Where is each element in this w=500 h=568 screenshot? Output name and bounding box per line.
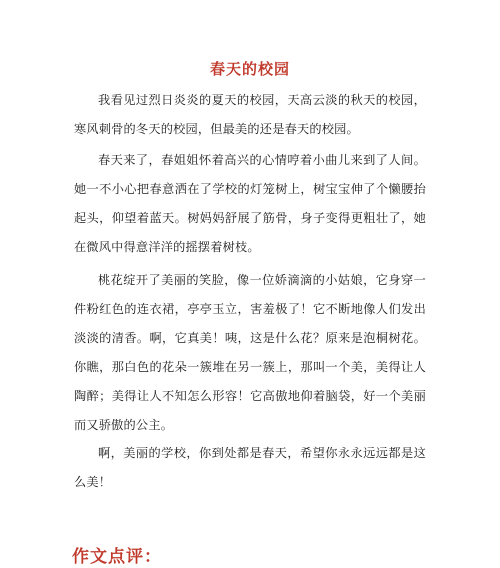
essay-paragraph-2: 春天来了，春姐姐怀着高兴的心情哼着小曲儿来到了人间。她一不小心把春意洒在了学校的灯笼树上，树宝宝伸了个懒腰抬起头，仰望着蓝天。树妈妈舒展了筋骨，身子变得更粗壮了，她在微风中得意洋洋的摇摆着树枝。 (74, 153, 426, 254)
essay-paragraph-4: 啊，美丽的学校，你到处都是春天，希望你永永远远都是这么美！ (74, 446, 426, 489)
essay-paragraph-1: 我看见过烈日炎炎的夏天的校园，天高云淡的秋天的校园，寒风刺骨的冬天的校园，但最美的还是春天的校园。 (74, 93, 426, 136)
essay-paragraph-3: 桃花绽开了美丽的笑脸，像一位娇滴滴的小姑娘，它身穿一件粉红色的连衣裙，亭亭玉立，害羞极了！它不断地像人们发出淡淡的清香。啊，它真美！咦，这是什么花？原来是泡桐树花。你瞧，那白色的花朵一簇堆在另一簇上，那叫一个美，美得让人陶醉；美得让人不知怎么形容！它高傲地仰着脑袋，好一个美丽而又骄傲的公主。 (74, 273, 426, 432)
comment-section-heading: 作文点评： (72, 547, 162, 567)
essay-title: 春天的校园 (209, 60, 290, 78)
